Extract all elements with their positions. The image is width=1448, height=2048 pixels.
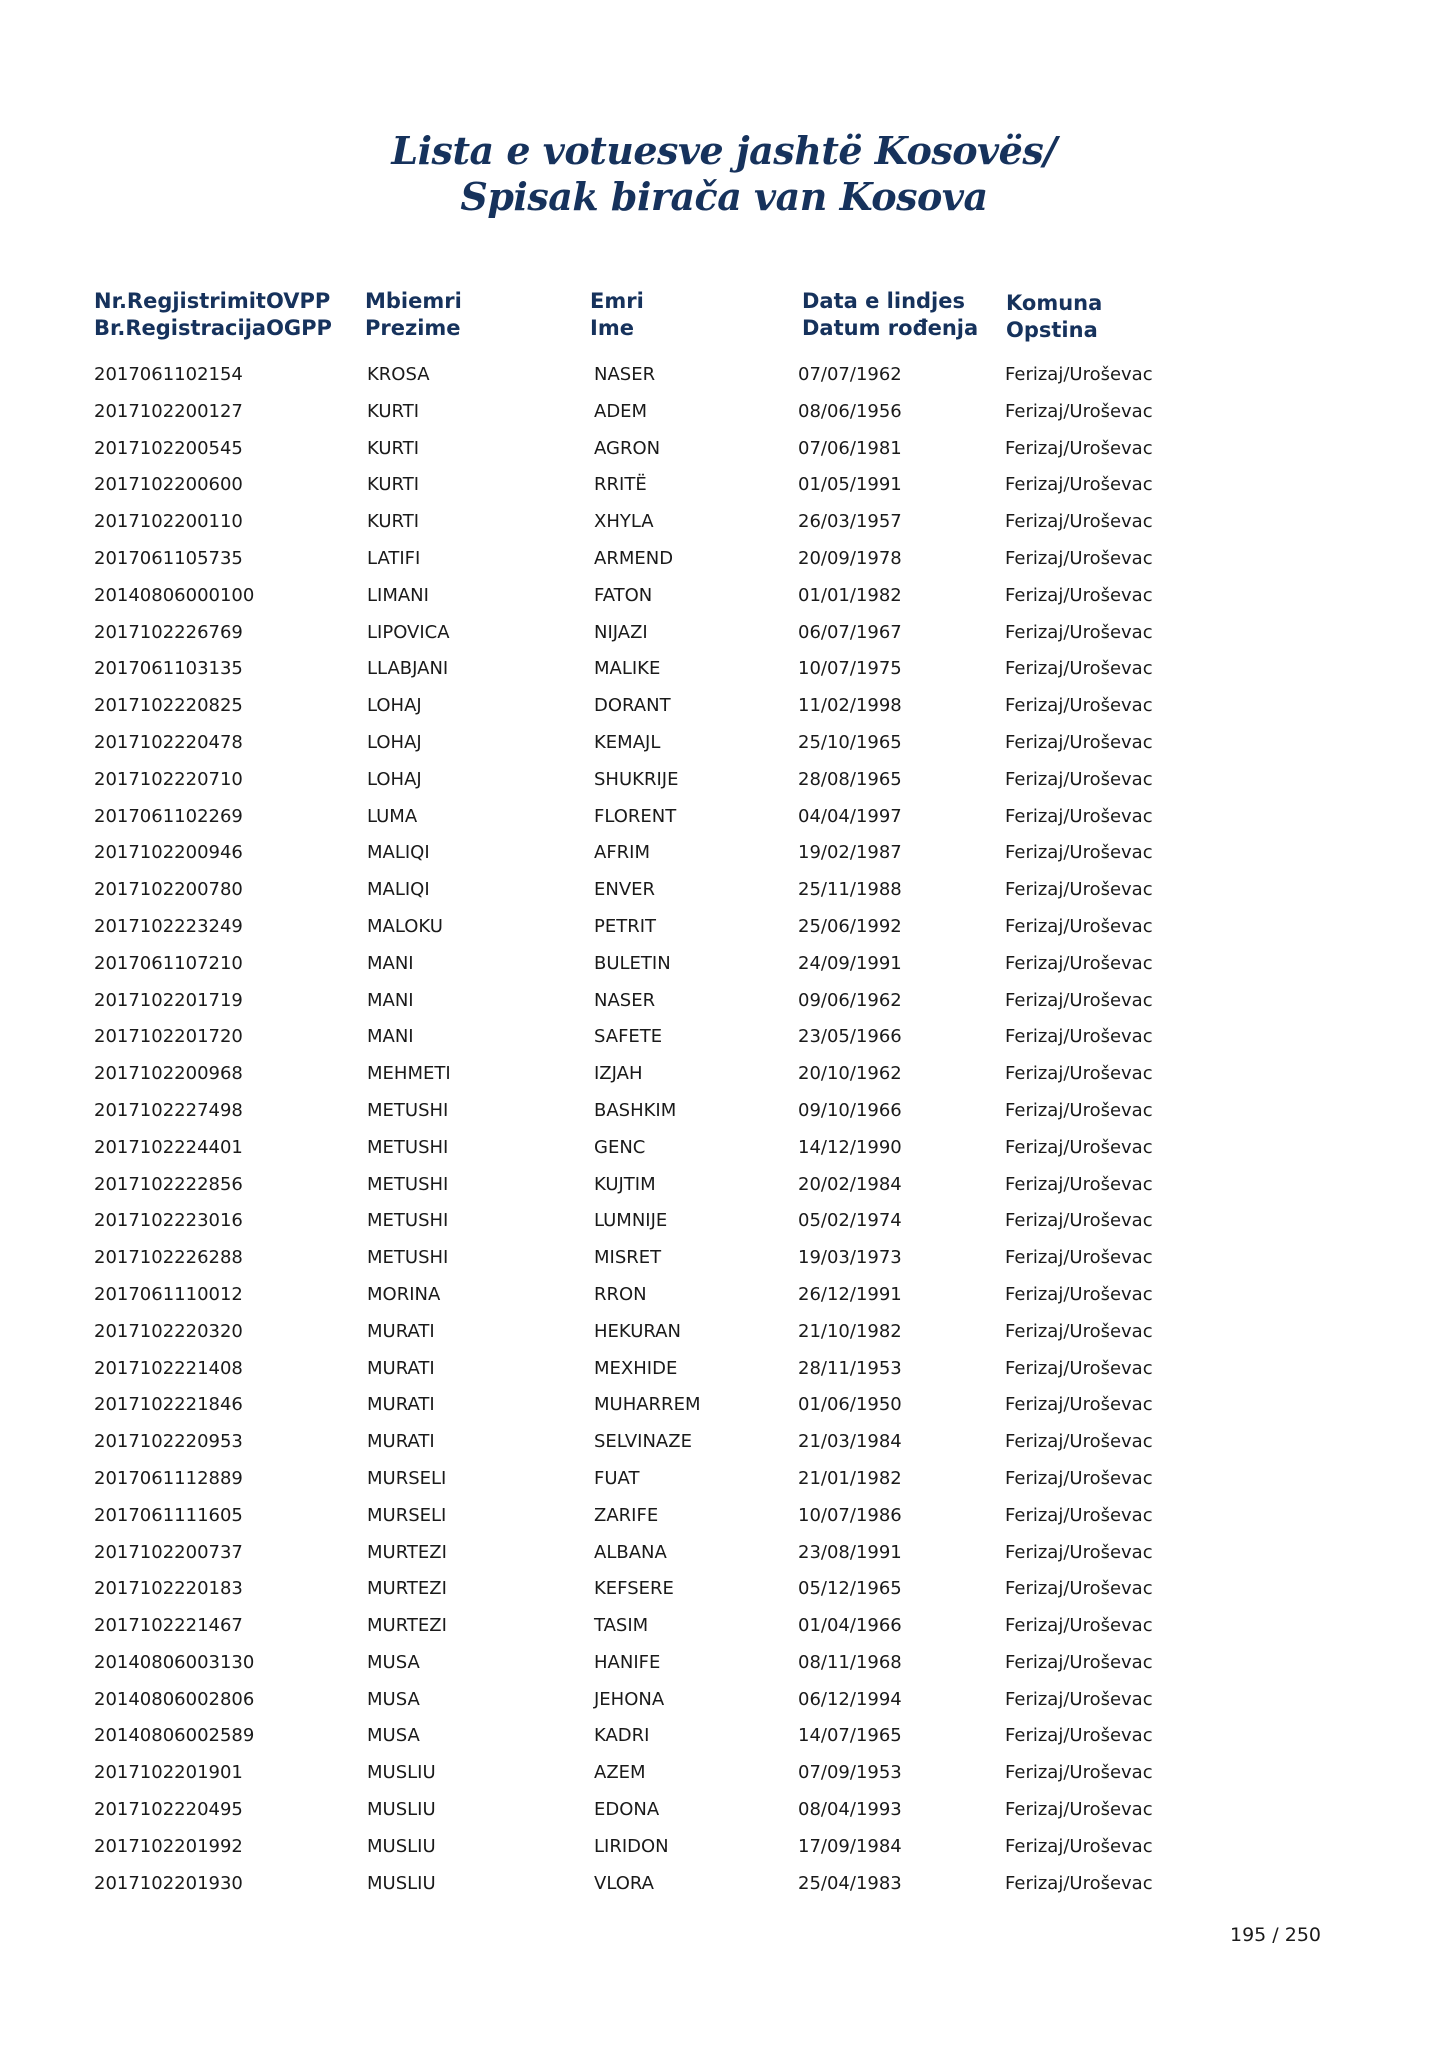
date-of-birth-cell: 09/10/1966 bbox=[798, 1099, 902, 1121]
date-of-birth-cell: 23/08/1991 bbox=[798, 1541, 902, 1563]
table-row bbox=[0, 361, 1448, 398]
table-row bbox=[0, 876, 1448, 913]
date-of-birth-cell: 21/03/1984 bbox=[798, 1431, 902, 1453]
date-of-birth-cell: 21/01/1982 bbox=[798, 1467, 902, 1489]
surname-cell: MUSA bbox=[367, 1688, 420, 1710]
municipality-cell: Ferizaj/Uroševac bbox=[1005, 768, 1153, 790]
surname-cell: LOHAJ bbox=[367, 695, 422, 717]
date-of-birth-cell: 11/02/1998 bbox=[798, 695, 902, 717]
registration-number-cell: 2017102220495 bbox=[94, 1799, 243, 1821]
table-header bbox=[0, 288, 1448, 348]
municipality-cell: Ferizaj/Uroševac bbox=[1005, 621, 1153, 643]
registration-number-cell: 2017102200127 bbox=[94, 400, 243, 422]
name-cell: SAFETE bbox=[594, 1026, 663, 1048]
date-of-birth-cell: 01/06/1950 bbox=[798, 1394, 902, 1416]
surname-cell: MUSLIU bbox=[367, 1872, 436, 1894]
registration-number-cell: 2017102201992 bbox=[94, 1835, 243, 1857]
table-row bbox=[0, 766, 1448, 803]
surname-cell: MURTEZI bbox=[367, 1615, 447, 1637]
surname-cell: MALOKU bbox=[367, 915, 443, 937]
municipality-cell: Ferizaj/Uroševac bbox=[1005, 437, 1153, 459]
registration-number-cell: 2017102200946 bbox=[94, 842, 243, 864]
name-cell: HEKURAN bbox=[594, 1320, 681, 1342]
registration-number-cell: 20140806000100 bbox=[94, 584, 255, 606]
voter-table-body bbox=[0, 361, 1448, 1906]
surname-cell: MURATI bbox=[367, 1394, 435, 1416]
municipality-cell: Ferizaj/Uroševac bbox=[1005, 511, 1153, 533]
registration-number-cell: 2017102200737 bbox=[94, 1541, 243, 1563]
surname-cell: KURTI bbox=[367, 474, 419, 496]
name-cell: AFRIM bbox=[594, 842, 651, 864]
name-cell: NIJAZI bbox=[594, 621, 648, 643]
name-cell: ZARIFE bbox=[594, 1504, 659, 1526]
column-header-municipality-line-2: Opstina bbox=[1006, 318, 1098, 342]
table-row bbox=[0, 803, 1448, 840]
registration-number-cell: 2017102220953 bbox=[94, 1431, 243, 1453]
column-header-surname bbox=[365, 288, 462, 342]
page-number: 195 / 250 bbox=[1230, 1924, 1322, 1946]
name-cell: KEMAJL bbox=[594, 731, 661, 753]
table-row bbox=[0, 582, 1448, 619]
municipality-cell: Ferizaj/Uroševac bbox=[1005, 1615, 1153, 1637]
registration-number-cell: 2017102226769 bbox=[94, 621, 243, 643]
surname-cell: MURTEZI bbox=[367, 1541, 447, 1563]
registration-number-cell: 2017102200600 bbox=[94, 474, 243, 496]
table-row bbox=[0, 1134, 1448, 1171]
surname-cell: MANI bbox=[367, 989, 414, 1011]
surname-cell: MORINA bbox=[367, 1283, 441, 1305]
table-row bbox=[0, 1244, 1448, 1281]
table-row bbox=[0, 950, 1448, 987]
name-cell: BULETIN bbox=[594, 952, 671, 974]
column-header-id-line-2: Br.RegistracijaOGPP bbox=[94, 316, 332, 340]
table-row bbox=[0, 1575, 1448, 1612]
date-of-birth-cell: 28/08/1965 bbox=[798, 768, 902, 790]
registration-number-cell: 2017102200780 bbox=[94, 879, 243, 901]
name-cell: AZEM bbox=[594, 1762, 646, 1784]
name-cell: KADRI bbox=[594, 1725, 650, 1747]
name-cell: IZJAH bbox=[594, 1063, 643, 1085]
column-header-name-line-1: Emri bbox=[590, 289, 644, 313]
date-of-birth-cell: 25/11/1988 bbox=[798, 879, 902, 901]
column-header-name-line-2: Ime bbox=[590, 316, 634, 340]
table-row bbox=[0, 435, 1448, 472]
registration-number-cell: 2017102200110 bbox=[94, 511, 243, 533]
surname-cell: MURSELI bbox=[367, 1467, 447, 1489]
surname-cell: MUSA bbox=[367, 1651, 420, 1673]
surname-cell: LIMANI bbox=[367, 584, 429, 606]
date-of-birth-cell: 21/10/1982 bbox=[798, 1320, 902, 1342]
column-header-dob-line-2: Datum rođenja bbox=[802, 316, 979, 340]
table-row bbox=[0, 1759, 1448, 1796]
name-cell: MEXHIDE bbox=[594, 1357, 678, 1379]
name-cell: NASER bbox=[594, 989, 656, 1011]
date-of-birth-cell: 10/07/1986 bbox=[798, 1504, 902, 1526]
table-row bbox=[0, 1870, 1448, 1907]
table-row bbox=[0, 655, 1448, 692]
registration-number-cell: 2017102221408 bbox=[94, 1357, 243, 1379]
date-of-birth-cell: 28/11/1953 bbox=[798, 1357, 902, 1379]
column-header-id bbox=[94, 288, 332, 342]
registration-number-cell: 2017102220320 bbox=[94, 1320, 243, 1342]
document-title-line-2: Spisak birača van Kosova bbox=[460, 174, 988, 219]
name-cell: GENC bbox=[594, 1136, 646, 1158]
name-cell: ADEM bbox=[594, 400, 648, 422]
municipality-cell: Ferizaj/Uroševac bbox=[1005, 547, 1153, 569]
date-of-birth-cell: 14/12/1990 bbox=[798, 1136, 902, 1158]
municipality-cell: Ferizaj/Uroševac bbox=[1005, 1541, 1153, 1563]
registration-number-cell: 2017102200968 bbox=[94, 1063, 243, 1085]
name-cell: RRON bbox=[594, 1283, 647, 1305]
surname-cell: MURTEZI bbox=[367, 1578, 447, 1600]
surname-cell: LOHAJ bbox=[367, 768, 422, 790]
surname-cell: KROSA bbox=[367, 364, 430, 385]
date-of-birth-cell: 19/02/1987 bbox=[798, 842, 902, 864]
registration-number-cell: 20140806002589 bbox=[94, 1725, 255, 1747]
registration-number-cell: 2017102201719 bbox=[94, 989, 243, 1011]
municipality-cell: Ferizaj/Uroševac bbox=[1005, 1835, 1153, 1857]
registration-number-cell: 2017061107210 bbox=[94, 952, 243, 974]
municipality-cell: Ferizaj/Uroševac bbox=[1005, 1283, 1153, 1305]
name-cell: PETRIT bbox=[594, 915, 657, 937]
surname-cell: LATIFI bbox=[367, 547, 421, 569]
name-cell: JEHONA bbox=[594, 1688, 665, 1710]
name-cell: ENVER bbox=[594, 879, 656, 901]
registration-number-cell: 2017102223249 bbox=[94, 915, 243, 937]
surname-cell: LOHAJ bbox=[367, 731, 422, 753]
table-row bbox=[0, 1833, 1448, 1870]
surname-cell: MURATI bbox=[367, 1320, 435, 1342]
registration-number-cell: 2017102224401 bbox=[94, 1136, 243, 1158]
document-title bbox=[0, 128, 1448, 220]
name-cell: LIRIDON bbox=[594, 1835, 669, 1857]
name-cell: LUMNIJE bbox=[594, 1210, 668, 1232]
municipality-cell: Ferizaj/Uroševac bbox=[1005, 1136, 1153, 1158]
registration-number-cell: 2017102201930 bbox=[94, 1872, 243, 1894]
surname-cell: MANI bbox=[367, 1026, 414, 1048]
column-header-municipality bbox=[1006, 290, 1102, 344]
table-row bbox=[0, 1060, 1448, 1097]
table-row bbox=[0, 508, 1448, 545]
table-row bbox=[0, 1465, 1448, 1502]
column-header-id-line-1: Nr.RegjistrimitOVPP bbox=[94, 289, 331, 313]
table-row bbox=[0, 729, 1448, 766]
municipality-cell: Ferizaj/Uroševac bbox=[1005, 474, 1153, 496]
registration-number-cell: 2017102220825 bbox=[94, 695, 243, 717]
registration-number-cell: 20140806002806 bbox=[94, 1688, 255, 1710]
surname-cell: METUSHI bbox=[367, 1247, 449, 1269]
surname-cell: MALIQI bbox=[367, 879, 430, 901]
table-row bbox=[0, 1171, 1448, 1208]
surname-cell: MUSA bbox=[367, 1725, 420, 1747]
name-cell: DORANT bbox=[594, 695, 671, 717]
surname-cell: KURTI bbox=[367, 400, 419, 422]
registration-number-cell: 2017102200545 bbox=[94, 437, 243, 459]
name-cell: MALIKE bbox=[594, 658, 661, 680]
surname-cell: MUSLIU bbox=[367, 1835, 436, 1857]
date-of-birth-cell: 01/04/1966 bbox=[798, 1615, 902, 1637]
table-row bbox=[0, 1097, 1448, 1134]
surname-cell: LUMA bbox=[367, 805, 418, 827]
table-row bbox=[0, 1391, 1448, 1428]
date-of-birth-cell: 07/09/1953 bbox=[798, 1762, 902, 1784]
surname-cell: MANI bbox=[367, 952, 414, 974]
registration-number-cell: 2017102220183 bbox=[94, 1578, 243, 1600]
surname-cell: MALIQI bbox=[367, 842, 430, 864]
name-cell: MUHARREM bbox=[594, 1394, 701, 1416]
registration-number-cell: 2017061111605 bbox=[94, 1504, 243, 1526]
municipality-cell: Ferizaj/Uroševac bbox=[1005, 364, 1153, 385]
date-of-birth-cell: 20/09/1978 bbox=[798, 547, 902, 569]
surname-cell: LLABJANI bbox=[367, 658, 449, 680]
municipality-cell: Ferizaj/Uroševac bbox=[1005, 1173, 1153, 1195]
date-of-birth-cell: 14/07/1965 bbox=[798, 1725, 902, 1747]
registration-number-cell: 2017102222856 bbox=[94, 1173, 243, 1195]
municipality-cell: Ferizaj/Uroševac bbox=[1005, 805, 1153, 827]
municipality-cell: Ferizaj/Uroševac bbox=[1005, 1651, 1153, 1673]
date-of-birth-cell: 01/01/1982 bbox=[798, 584, 902, 606]
column-header-name bbox=[590, 288, 644, 342]
name-cell: ALBANA bbox=[594, 1541, 667, 1563]
municipality-cell: Ferizaj/Uroševac bbox=[1005, 1688, 1153, 1710]
municipality-cell: Ferizaj/Uroševac bbox=[1005, 1578, 1153, 1600]
surname-cell: LIPOVICA bbox=[367, 621, 450, 643]
registration-number-cell: 2017061110012 bbox=[94, 1283, 243, 1305]
municipality-cell: Ferizaj/Uroševac bbox=[1005, 1026, 1153, 1048]
surname-cell: MURATI bbox=[367, 1431, 435, 1453]
registration-number-cell: 2017061112889 bbox=[94, 1467, 243, 1489]
registration-number-cell: 2017061102154 bbox=[94, 364, 243, 385]
surname-cell: MUSLIU bbox=[367, 1762, 436, 1784]
column-header-municipality-line-1: Komuna bbox=[1006, 291, 1103, 315]
table-row bbox=[0, 1355, 1448, 1392]
name-cell: FATON bbox=[594, 584, 653, 606]
name-cell: ARMEND bbox=[594, 547, 674, 569]
municipality-cell: Ferizaj/Uroševac bbox=[1005, 989, 1153, 1011]
registration-number-cell: 2017102227498 bbox=[94, 1099, 243, 1121]
date-of-birth-cell: 07/07/1962 bbox=[798, 364, 902, 385]
municipality-cell: Ferizaj/Uroševac bbox=[1005, 1467, 1153, 1489]
table-row bbox=[0, 1722, 1448, 1759]
date-of-birth-cell: 05/02/1974 bbox=[798, 1210, 902, 1232]
table-row bbox=[0, 1023, 1448, 1060]
table-row bbox=[0, 1207, 1448, 1244]
date-of-birth-cell: 06/12/1994 bbox=[798, 1688, 902, 1710]
registration-number-cell: 2017061105735 bbox=[94, 547, 243, 569]
registration-number-cell: 2017102220478 bbox=[94, 731, 243, 753]
name-cell: BASHKIM bbox=[594, 1099, 677, 1121]
name-cell: RRITË bbox=[594, 474, 647, 496]
surname-cell: METUSHI bbox=[367, 1210, 449, 1232]
registration-number-cell: 20140806003130 bbox=[94, 1651, 255, 1673]
name-cell: KEFSERE bbox=[594, 1578, 674, 1600]
date-of-birth-cell: 25/04/1983 bbox=[798, 1872, 902, 1894]
column-header-dob bbox=[802, 288, 978, 342]
name-cell: EDONA bbox=[594, 1799, 660, 1821]
registration-number-cell: 2017102221467 bbox=[94, 1615, 243, 1637]
name-cell: NASER bbox=[594, 364, 656, 385]
municipality-cell: Ferizaj/Uroševac bbox=[1005, 1504, 1153, 1526]
surname-cell: MUSLIU bbox=[367, 1799, 436, 1821]
municipality-cell: Ferizaj/Uroševac bbox=[1005, 1394, 1153, 1416]
date-of-birth-cell: 25/10/1965 bbox=[798, 731, 902, 753]
name-cell: FUAT bbox=[594, 1467, 640, 1489]
name-cell: SELVINAZE bbox=[594, 1431, 692, 1453]
registration-number-cell: 2017102226288 bbox=[94, 1247, 243, 1269]
surname-cell: KURTI bbox=[367, 511, 419, 533]
date-of-birth-cell: 20/10/1962 bbox=[798, 1063, 902, 1085]
municipality-cell: Ferizaj/Uroševac bbox=[1005, 400, 1153, 422]
municipality-cell: Ferizaj/Uroševac bbox=[1005, 1799, 1153, 1821]
name-cell: XHYLA bbox=[594, 511, 654, 533]
name-cell: SHUKRIJE bbox=[594, 768, 679, 790]
date-of-birth-cell: 04/04/1997 bbox=[798, 805, 902, 827]
municipality-cell: Ferizaj/Uroševac bbox=[1005, 1725, 1153, 1747]
table-row bbox=[0, 1796, 1448, 1833]
name-cell: MISRET bbox=[594, 1247, 662, 1269]
municipality-cell: Ferizaj/Uroševac bbox=[1005, 1099, 1153, 1121]
date-of-birth-cell: 05/12/1965 bbox=[798, 1578, 902, 1600]
registration-number-cell: 2017102221846 bbox=[94, 1394, 243, 1416]
name-cell: AGRON bbox=[594, 437, 661, 459]
table-row bbox=[0, 1539, 1448, 1576]
date-of-birth-cell: 08/06/1956 bbox=[798, 400, 902, 422]
table-row bbox=[0, 471, 1448, 508]
column-header-dob-line-1: Data e lindjes bbox=[802, 289, 965, 313]
registration-number-cell: 2017061102269 bbox=[94, 805, 243, 827]
table-row bbox=[0, 1649, 1448, 1686]
column-header-surname-line-1: Mbiemri bbox=[365, 289, 462, 313]
table-row bbox=[0, 692, 1448, 729]
table-row bbox=[0, 398, 1448, 435]
municipality-cell: Ferizaj/Uroševac bbox=[1005, 1762, 1153, 1784]
municipality-cell: Ferizaj/Uroševac bbox=[1005, 879, 1153, 901]
name-cell: TASIM bbox=[594, 1615, 649, 1637]
date-of-birth-cell: 09/06/1962 bbox=[798, 989, 902, 1011]
date-of-birth-cell: 20/02/1984 bbox=[798, 1173, 902, 1195]
municipality-cell: Ferizaj/Uroševac bbox=[1005, 1247, 1153, 1269]
surname-cell: MURSELI bbox=[367, 1504, 447, 1526]
name-cell: FLORENT bbox=[594, 805, 677, 827]
table-row bbox=[0, 1428, 1448, 1465]
table-row bbox=[0, 1612, 1448, 1649]
table-row bbox=[0, 1318, 1448, 1355]
surname-cell: KURTI bbox=[367, 437, 419, 459]
date-of-birth-cell: 26/12/1991 bbox=[798, 1283, 902, 1305]
municipality-cell: Ferizaj/Uroševac bbox=[1005, 915, 1153, 937]
date-of-birth-cell: 10/07/1975 bbox=[798, 658, 902, 680]
name-cell: VLORA bbox=[594, 1872, 654, 1894]
surname-cell: METUSHI bbox=[367, 1099, 449, 1121]
municipality-cell: Ferizaj/Uroševac bbox=[1005, 1357, 1153, 1379]
municipality-cell: Ferizaj/Uroševac bbox=[1005, 1063, 1153, 1085]
date-of-birth-cell: 07/06/1981 bbox=[798, 437, 902, 459]
municipality-cell: Ferizaj/Uroševac bbox=[1005, 1320, 1153, 1342]
date-of-birth-cell: 08/11/1968 bbox=[798, 1651, 902, 1673]
table-row bbox=[0, 987, 1448, 1024]
municipality-cell: Ferizaj/Uroševac bbox=[1005, 1872, 1153, 1894]
date-of-birth-cell: 26/03/1957 bbox=[798, 511, 902, 533]
date-of-birth-cell: 19/03/1973 bbox=[798, 1247, 902, 1269]
table-row bbox=[0, 1686, 1448, 1723]
document-title-line-1: Lista e votuesve jashtë Kosovës/ bbox=[391, 128, 1057, 173]
date-of-birth-cell: 01/05/1991 bbox=[798, 474, 902, 496]
registration-number-cell: 2017061103135 bbox=[94, 658, 243, 680]
date-of-birth-cell: 06/07/1967 bbox=[798, 621, 902, 643]
municipality-cell: Ferizaj/Uroševac bbox=[1005, 695, 1153, 717]
date-of-birth-cell: 23/05/1966 bbox=[798, 1026, 902, 1048]
municipality-cell: Ferizaj/Uroševac bbox=[1005, 1210, 1153, 1232]
table-row bbox=[0, 619, 1448, 656]
name-cell: HANIFE bbox=[594, 1651, 661, 1673]
municipality-cell: Ferizaj/Uroševac bbox=[1005, 731, 1153, 753]
registration-number-cell: 2017102201720 bbox=[94, 1026, 243, 1048]
registration-number-cell: 2017102201901 bbox=[94, 1762, 243, 1784]
surname-cell: MURATI bbox=[367, 1357, 435, 1379]
table-row bbox=[0, 839, 1448, 876]
surname-cell: METUSHI bbox=[367, 1136, 449, 1158]
surname-cell: MEHMETI bbox=[367, 1063, 451, 1085]
municipality-cell: Ferizaj/Uroševac bbox=[1005, 842, 1153, 864]
table-row bbox=[0, 545, 1448, 582]
table-row bbox=[0, 1281, 1448, 1318]
registration-number-cell: 2017102220710 bbox=[94, 768, 243, 790]
date-of-birth-cell: 17/09/1984 bbox=[798, 1835, 902, 1857]
table-row bbox=[0, 913, 1448, 950]
date-of-birth-cell: 24/09/1991 bbox=[798, 952, 902, 974]
name-cell: KUJTIM bbox=[594, 1173, 656, 1195]
municipality-cell: Ferizaj/Uroševac bbox=[1005, 584, 1153, 606]
date-of-birth-cell: 25/06/1992 bbox=[798, 915, 902, 937]
municipality-cell: Ferizaj/Uroševac bbox=[1005, 658, 1153, 680]
registration-number-cell: 2017102223016 bbox=[94, 1210, 243, 1232]
table-row bbox=[0, 1502, 1448, 1539]
date-of-birth-cell: 08/04/1993 bbox=[798, 1799, 902, 1821]
surname-cell: METUSHI bbox=[367, 1173, 449, 1195]
municipality-cell: Ferizaj/Uroševac bbox=[1005, 952, 1153, 974]
municipality-cell: Ferizaj/Uroševac bbox=[1005, 1431, 1153, 1453]
column-header-surname-line-2: Prezime bbox=[365, 316, 461, 340]
